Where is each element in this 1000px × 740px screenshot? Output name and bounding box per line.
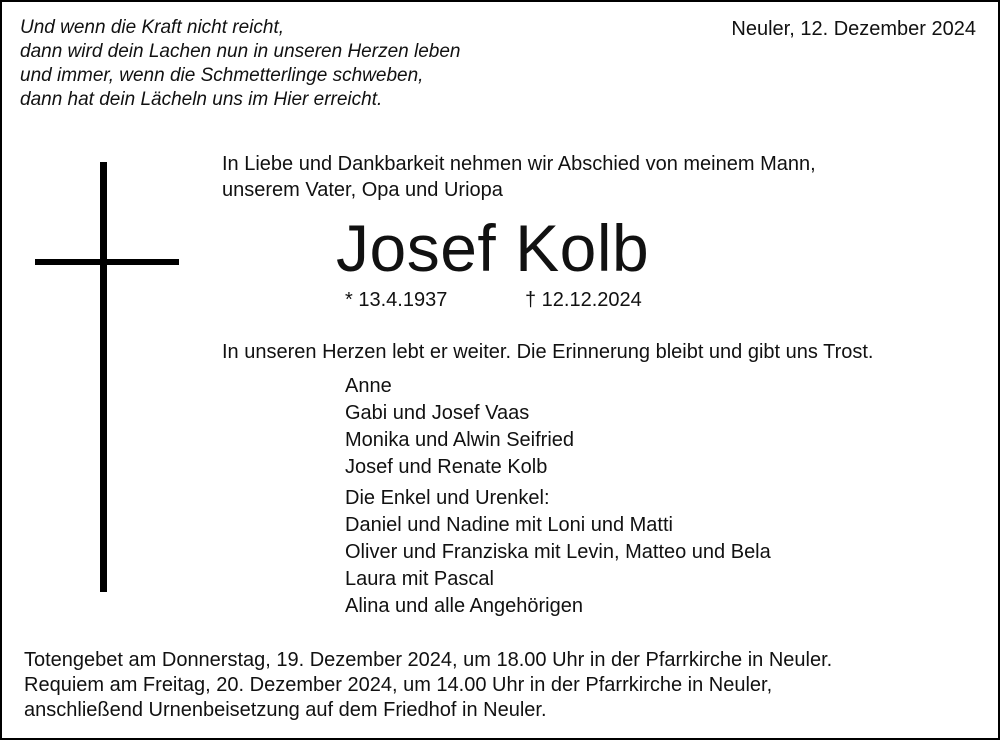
verse-line: dann wird dein Lachen nun in unseren Herzen leben: [20, 41, 461, 62]
service-line: Totengebet am Donnerstag, 19. Dezember 2024, um 18.00 Uhr in der Pfarrkirche in Neuler.: [24, 649, 833, 671]
verse-line: und immer, wenn die Schmetterlinge schweben,: [20, 65, 424, 86]
verse-line: Und wenn die Kraft nicht reicht,: [20, 17, 285, 38]
funeral-services: [24, 648, 832, 723]
service-line: anschließend Urnenbeisetzung auf dem Friedhof in Neuler.: [24, 699, 547, 721]
mourner-name: Anne: [345, 375, 392, 397]
verse-line: dann hat dein Lächeln uns im Hier erreicht.: [20, 89, 383, 110]
birth-date: * 13.4.1937: [345, 289, 448, 311]
grandchildren-heading: Die Enkel und Urenkel:: [345, 487, 550, 509]
mourner-name: Gabi und Josef Vaas: [345, 402, 530, 424]
farewell-intro: [222, 151, 816, 203]
grandchild-name: Alina und alle Angehörigen: [345, 595, 583, 617]
intro-line: In Liebe und Dankbarkeit nehmen wir Abschied von meinem Mann,: [222, 153, 816, 175]
intro-line: unserem Vater, Opa und Uriopa: [222, 179, 503, 201]
mourner-name: Josef und Renate Kolb: [345, 456, 548, 478]
death-date: † 12.12.2024: [525, 289, 642, 311]
cross-icon: [34, 162, 182, 599]
grandchild-name: Daniel und Nadine mit Loni und Matti: [345, 514, 673, 536]
service-line: Requiem am Freitag, 20. Dezember 2024, um 14.00 Uhr in der Pfarrkirche in Neuler,: [24, 674, 773, 696]
mourner-name: Monika und Alwin Seifried: [345, 429, 575, 451]
mourners-list: [345, 373, 771, 620]
memorial-verse: [20, 16, 460, 112]
grandchild-name: Oliver und Franziska mit Levin, Matteo und Bela: [345, 541, 771, 563]
memorial-motto: In unseren Herzen lebt er weiter. Die Erinnerung bleibt und gibt uns Trost.: [222, 341, 874, 363]
deceased-name: Josef Kolb: [336, 211, 650, 285]
grandchild-name: Laura mit Pascal: [345, 568, 494, 590]
place-and-date: Neuler, 12. Dezember 2024: [731, 18, 976, 40]
